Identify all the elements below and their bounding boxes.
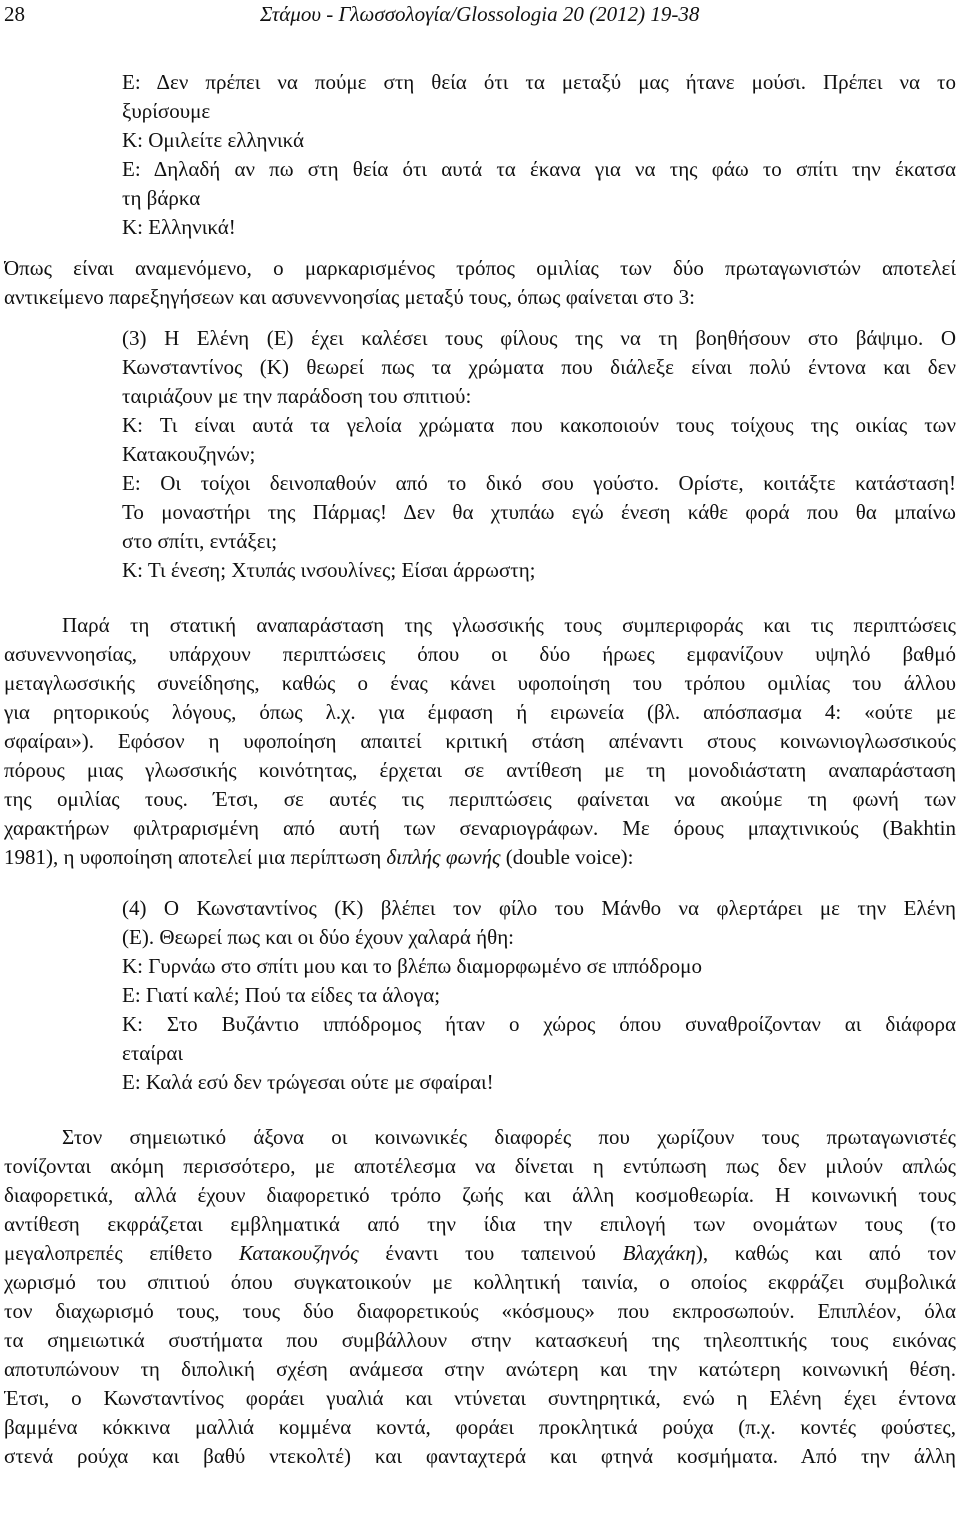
text-line: Παρά τη στατική αναπαράσταση της γλωσσικής τους συμπεριφοράς και τις περιπτώσεις	[62, 613, 956, 637]
text-line: (Ε). Θεωρεί πως και οι δύο έχουν χαλαρά ήθη:	[122, 925, 515, 949]
paragraph	[4, 1123, 956, 1471]
text-line: τη βάρκα	[122, 186, 201, 210]
page-header	[0, 0, 960, 40]
example-3	[4, 324, 956, 585]
text-line: αντίθεση εκφράζεται εμβληματικά από την ίδια την επιλογή των ονομάτων τους (το	[4, 1212, 956, 1236]
paragraph	[4, 611, 956, 872]
text-line: Κ: Ομιλείτε ελληνικά	[122, 128, 305, 152]
text-line: Κ: Στο Βυζάντιο ιππόδρομος ήταν ο χώρος όπου συναθροίζονταν αι διάφορα	[122, 1012, 956, 1036]
text-line: ξυρίσουμε	[122, 99, 211, 123]
text-line: σφαίραι»). Εφόσον η υφοποίηση απαιτεί κριτική στάση απέναντι στους κοινωνιογλωσσικούς	[4, 729, 956, 753]
text-line: τον διαχωρισμό τους, τους δύο διαφορετικούς «κόσμους» που εκπροσωπούν. Επιπλέον, όλα	[4, 1299, 956, 1323]
text-line: 1981), η υφοποίηση αποτελεί μια περίπτωση διπλής φωνής (double voice):	[4, 845, 634, 869]
text-line: μεγαλοπρεπές επίθετο Κατακουζηνός έναντι του ταπεινού Βλαχάκη), καθώς και από τον	[4, 1241, 956, 1265]
text-line: τονίζονται ακόμη περισσότερο, με αποτέλεσμα να δίνεται η εντύπωση πως δεν μιλούν απλώς	[4, 1154, 956, 1178]
text-line: ασυνεννοησίας, υπάρχουν περιπτώσεις όπου οι δύο ήρωες εμφανίζουν υψηλό βαθμό	[4, 642, 956, 666]
text-line: βαμμένα κόκκινα μαλλιά κομμένα κοντά, φοράει προκλητικά ρούχα (π.χ. κοντές φούστες,	[4, 1415, 956, 1439]
text-line: Όπως είναι αναμενόμενο, ο μαρκαρισμένος τρόπος ομιλίας των δύο πρωταγωνιστών αποτελεί	[4, 256, 956, 280]
text-line: Ε: Δεν πρέπει να πούμε στη θεία ότι τα μεταξύ μας ήτανε μούσι. Πρέπει να το	[122, 70, 956, 94]
text-line: διαφορετικά, αλλά έχουν διαφορετικό τρόπο ζωής και άλλη κοσμοθεωρία. Η κοινωνική τους	[4, 1183, 956, 1207]
text-line: Ε: Καλά εσύ δεν τρώγεσαι ούτε με σφαίραι!	[122, 1070, 494, 1094]
text-line: αντικείμενο παρεξηγήσεων και ασυνεννοησίας μεταξύ τους, όπως φαίνεται στο 3:	[4, 285, 695, 309]
text-line: πόρους μιας γλωσσικής κοινότητας, έρχεται σε αντίθεση με τη μονοδιάστατη αναπαράσταση	[4, 758, 956, 782]
paragraph	[4, 254, 956, 312]
italic-term: Βλαχάκη	[622, 1241, 696, 1265]
text-line: Ε: Γιατί καλέ; Πού τα είδες τα άλογα;	[122, 983, 441, 1007]
text-line: ταιριάζουν με την παράδοση του σπιτιού:	[122, 384, 472, 408]
text-line: (4) Ο Κωνσταντίνος (Κ) βλέπει τον φίλο του Μάνθο να φλερτάρει με την Ελένη	[122, 896, 956, 920]
text-line: Ε: Οι τοίχοι δεινοπαθούν από το δικό σου γούστο. Ορίστε, κοιτάξτε κατάσταση!	[122, 471, 956, 495]
text-line: Κωνσταντίνος (Κ) θεωρεί πως τα χρώματα που διάλεξε είναι πολύ έντονα και δεν	[122, 355, 956, 379]
italic-term: Κατακουζηνός	[238, 1241, 359, 1265]
text-line: Το μοναστήρι της Πάρμας! Δεν θα χτυπάω εγώ ένεση κάθε φορά που θα μπαίνω	[122, 500, 956, 524]
text-line: Έτσι, ο Κωνσταντίνος φοράει γυαλιά και ντύνεται συντηρητικά, ενώ η Ελένη έχει έντονα	[4, 1386, 956, 1410]
text-line: Κ: Τι ένεση; Χτυπάς ινσουλίνες; Είσαι άρρωστη;	[122, 558, 536, 582]
dialogue-excerpt-1	[4, 68, 956, 242]
page-body	[4, 68, 956, 1471]
text-line: (3) Η Ελένη (Ε) έχει καλέσει τους φίλους της να τη βοηθήσουν στο βάψιμο. Ο	[122, 326, 956, 350]
text-line: στο σπίτι, εντάξει;	[122, 529, 278, 553]
text-line: τα σημειωτικά συστήματα που συμβάλλουν στην κατασκευή της τηλεοπτικής τους εικόνας	[4, 1328, 956, 1352]
text-line: για ρητορικούς λόγους, όπως λ.χ. για έμφαση ή ειρωνεία (βλ. απόσπασμα 4: «ούτε με	[4, 700, 956, 724]
text-line: Στον σημειωτικό άξονα οι κοινωνικές διαφορές που χωρίζουν τους πρωταγωνιστές	[62, 1125, 956, 1149]
text-line: Κατακουζηνών;	[122, 442, 256, 466]
text-line: εταίραι	[122, 1041, 184, 1065]
text-line: της ομιλίας τους. Έτσι, σε αυτές τις περιπτώσεις φαίνεται να ακούμε τη φωνή των	[4, 787, 956, 811]
text-line: Κ: Ελληνικά!	[122, 215, 236, 239]
text-line: Ε: Δηλαδή αν πω στη θεία ότι αυτά τα έκανα για να της φάω το σπίτι την έκατσα	[122, 157, 956, 181]
text-line: χαρακτήρων φιλτραρισμένη από αυτή των σεναριογράφων. Με όρους μπαχτινικούς (Bakhtin	[4, 816, 956, 840]
running-title: Στάμου - Γλωσσολογία/Glossologia 20 (2012) 19-38	[260, 2, 700, 26]
text-line: χωρισμό του σπιτιού όπου συγκατοικούν με κολλητική ταινία, ο οποίος εκφράζει συμβολικά	[4, 1270, 956, 1294]
text-line: στενά ρούχα και βαθύ ντεκολτέ) και φανταχτερά και φτηνά κοσμήματα. Από την άλλη	[4, 1444, 956, 1468]
text-line: Κ: Τι είναι αυτά τα γελοία χρώματα που κακοποιούν τους τοίχους της οικίας των	[122, 413, 956, 437]
italic-term: διπλής φωνής	[386, 845, 501, 869]
example-4	[4, 894, 956, 1097]
text-line: μεταγλωσσικής συνείδησης, καθώς ο ένας κάνει υφοποίηση του τρόπου ομιλίας του άλλου	[4, 671, 956, 695]
page-number: 28	[4, 2, 25, 26]
text-line: αποτυπώνουν τη διπολική σχέση ανάμεσα στην ανώτερη και την κατώτερη κοινωνική θέση.	[4, 1357, 956, 1381]
text-line: Κ: Γυρνάω στο σπίτι μου και το βλέπω διαμορφωμένο σε ιππόδρομο	[122, 954, 702, 978]
